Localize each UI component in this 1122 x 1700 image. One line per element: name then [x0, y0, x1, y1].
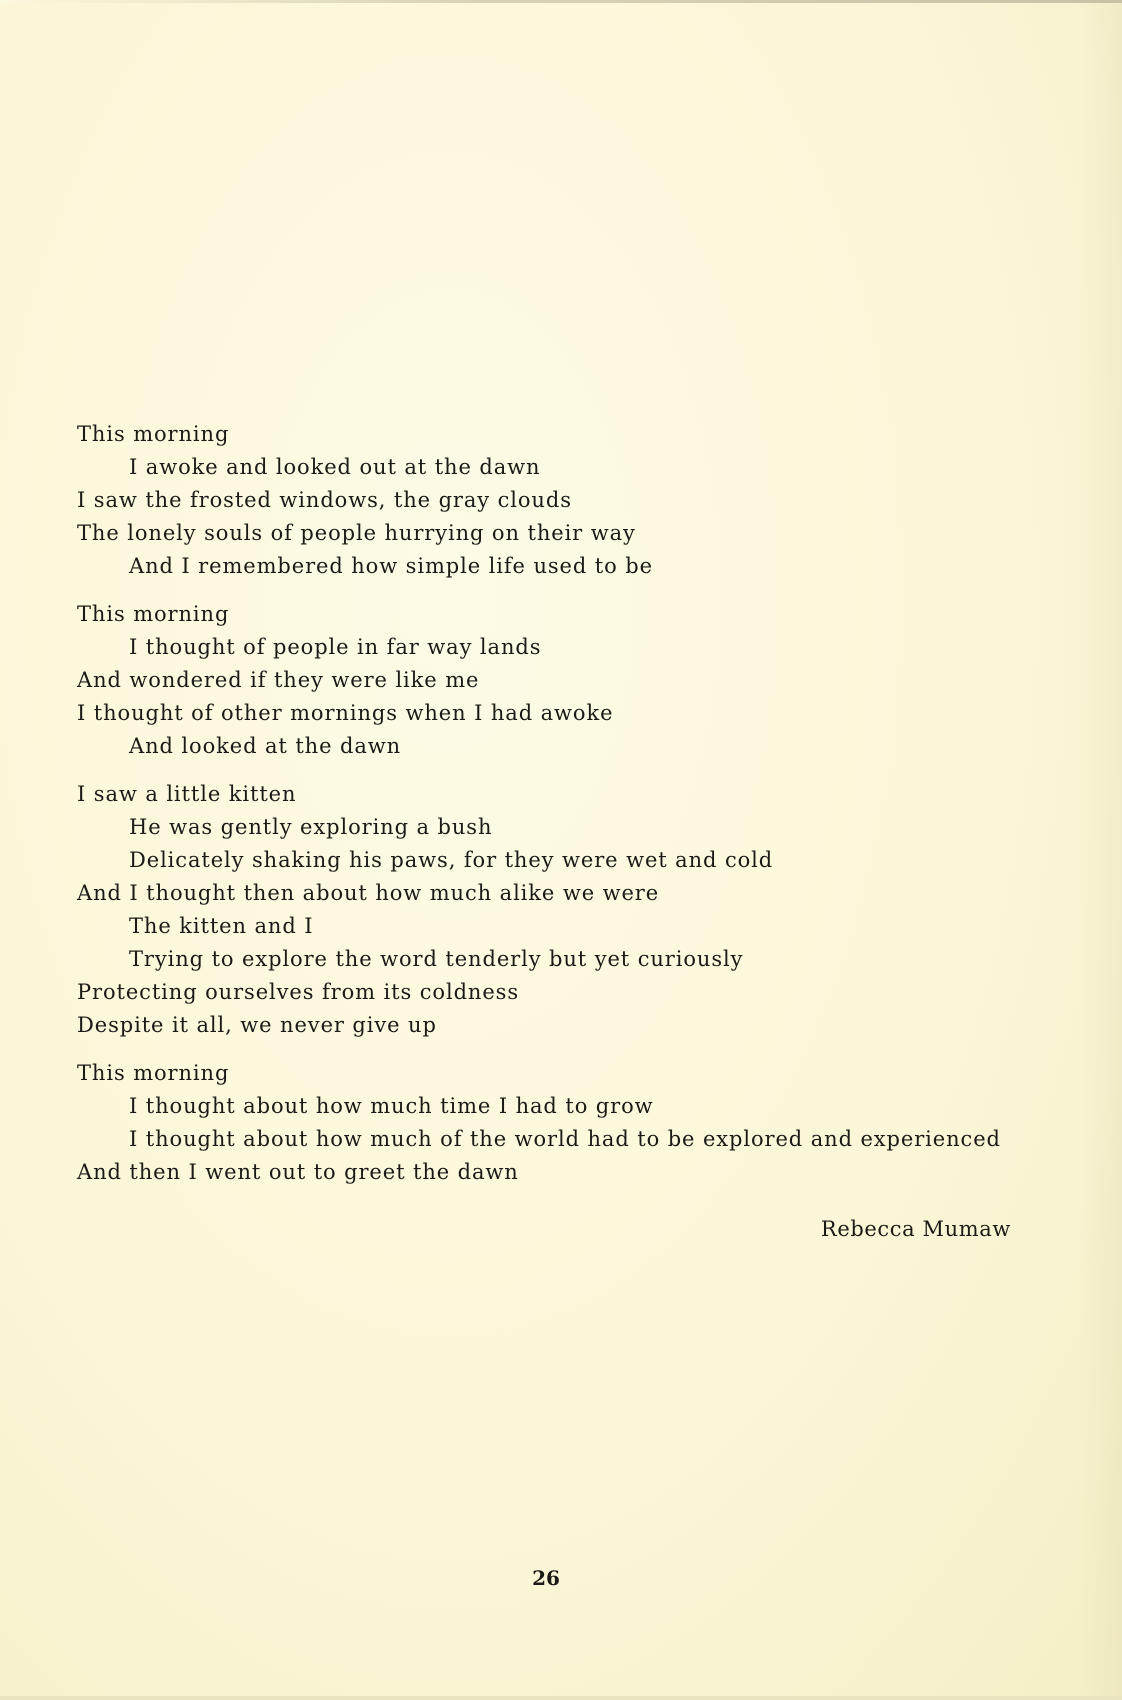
poem-line: And wondered if they were like me	[77, 668, 480, 692]
poem-line: He was gently exploring a bush	[129, 815, 493, 839]
poem-body	[77, 418, 1037, 1204]
poem-line: I thought of people in far way lands	[129, 635, 542, 659]
poem-line: And then I went out to greet the dawn	[77, 1160, 519, 1184]
poem-line: I thought about how much time I had to grow	[129, 1094, 654, 1118]
poem-line: The kitten and I	[129, 914, 314, 938]
poem-line: I thought about how much of the world had to be explored and experienced	[129, 1127, 1001, 1151]
poem-line: I thought of other mornings when I had awoke	[77, 701, 614, 725]
poem-line: I saw the frosted windows, the gray clouds	[77, 488, 572, 512]
page-top-edge	[0, 0, 1122, 3]
poem-stanza	[77, 1057, 1037, 1189]
poem-line: Delicately shaking his paws, for they were wet and cold	[129, 848, 774, 872]
poem-line: This morning	[77, 422, 230, 446]
poem-stanza	[77, 598, 1037, 763]
poem-line: And looked at the dawn	[129, 734, 402, 758]
page-bottom-edge	[0, 1696, 1122, 1700]
page-number: 26	[532, 1566, 560, 1590]
poem-stanza	[77, 778, 1037, 1042]
poem-line: Despite it all, we never give up	[77, 1013, 437, 1037]
poem-line: Trying to explore the word tenderly but yet curiously	[129, 947, 744, 971]
poem-line: I saw a little kitten	[77, 782, 297, 806]
poem-line: And I thought then about how much alike we were	[77, 881, 660, 905]
poem-line: The lonely souls of people hurrying on their way	[77, 521, 636, 545]
poem-author: Rebecca Mumaw	[820, 1217, 1011, 1241]
poem-line: And I remembered how simple life used to be	[129, 554, 653, 578]
poem-line: Protecting ourselves from its coldness	[77, 980, 520, 1004]
poem-stanza	[77, 418, 1037, 583]
poem-line: This morning	[77, 602, 230, 626]
poem-line: This morning	[77, 1061, 230, 1085]
poem-line: I awoke and looked out at the dawn	[129, 455, 541, 479]
